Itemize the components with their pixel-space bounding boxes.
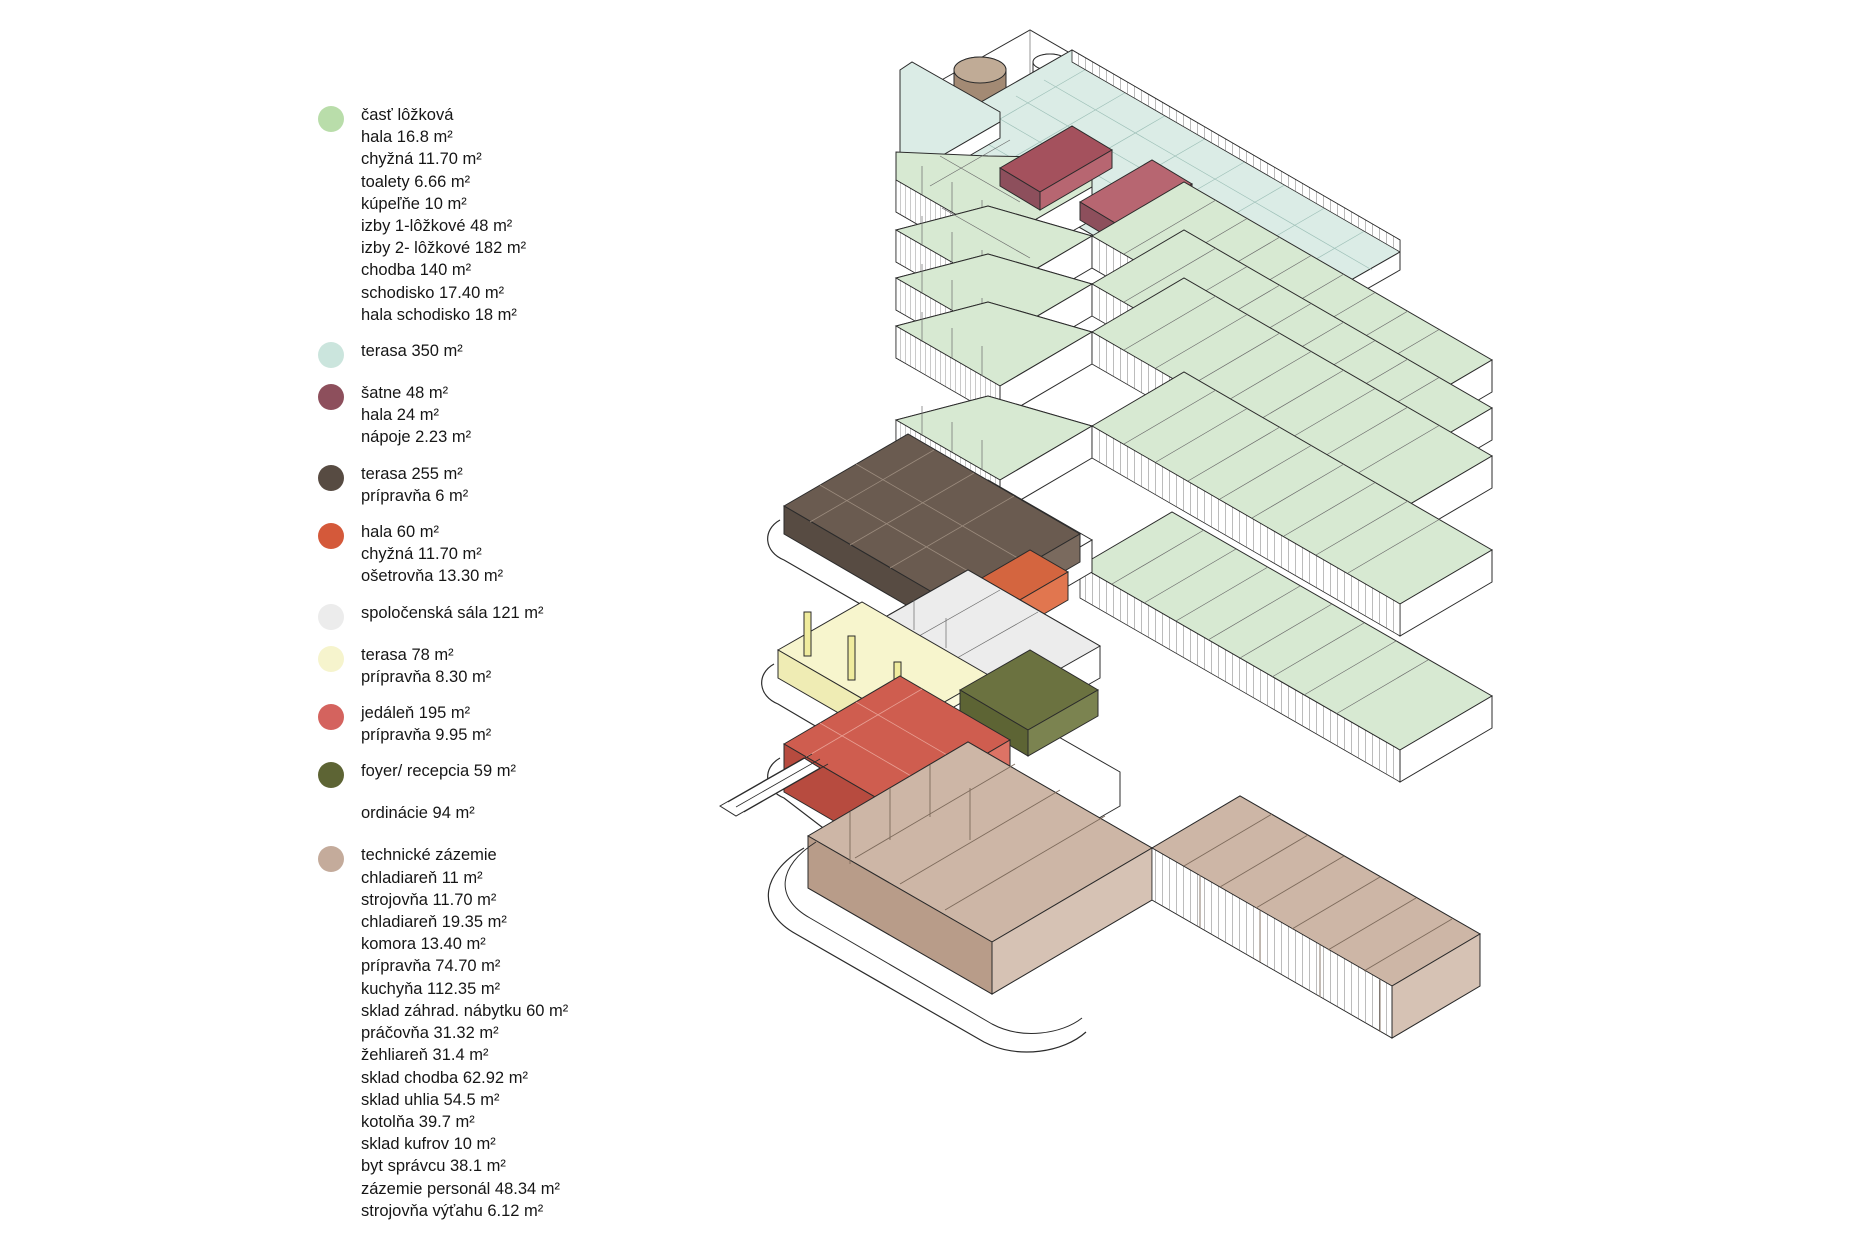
legend-color-swatch xyxy=(318,762,344,788)
legend-color-swatch xyxy=(318,804,344,830)
legend-entry: časť lôžková xyxy=(361,106,454,124)
legend-entry: hala schodisko 18 m² xyxy=(361,305,517,324)
legend-entry: izby 1-lôžkové 48 m² xyxy=(361,217,513,236)
legend-entry: komora 13.40 m² xyxy=(361,935,486,954)
legend-entry: zázemie personál 48.34 m² xyxy=(361,1179,561,1198)
legend-entry: sklad kufrov 10 m² xyxy=(361,1135,496,1154)
legend-entry: sklad záhrad. nábytku 60 m² xyxy=(361,1001,569,1020)
legend-entry-list xyxy=(361,463,468,507)
legend-color-swatch xyxy=(318,342,344,368)
legend-entry: nápoje 2.23 m² xyxy=(361,428,472,447)
legend-entry: terasa 78 m² xyxy=(361,645,454,664)
legend-group xyxy=(318,844,738,1221)
legend-entry: hala 60 m² xyxy=(361,523,439,542)
legend-color-swatch xyxy=(318,846,344,872)
legend-group xyxy=(318,760,738,788)
legend-entry: ošetrovňa 13.30 m² xyxy=(361,567,504,586)
legend-entry: byt správcu 38.1 m² xyxy=(361,1157,506,1176)
legend-color-swatch xyxy=(318,604,344,630)
legend-entry: sklad uhlia 54.5 m² xyxy=(361,1090,500,1109)
legend-entry: chodba 140 m² xyxy=(361,261,472,280)
legend-group xyxy=(318,340,738,368)
legend-entry: sklad chodba 62.92 m² xyxy=(361,1068,528,1087)
legend-entry: práčovňa 31.32 m² xyxy=(361,1024,499,1043)
legend-color-swatch xyxy=(318,465,344,491)
legend-group xyxy=(318,602,738,630)
legend-entry-list xyxy=(361,521,503,588)
legend-entry: žehliareň 31.4 m² xyxy=(361,1046,489,1065)
legend-entry: kotolňa 39.7 m² xyxy=(361,1112,475,1131)
legend-entry: ordinácie 94 m² xyxy=(361,804,475,823)
legend-entry: kúpeľňe 10 m² xyxy=(361,194,467,213)
legend-entry: chladiareň 19.35 m² xyxy=(361,913,507,932)
legend-entry: hala 16.8 m² xyxy=(361,128,453,147)
legend-entry: terasa 350 m² xyxy=(361,342,463,361)
legend-entry: strojovňa výťahu 6.12 m² xyxy=(361,1201,544,1220)
legend-entry: strojovňa 11.70 m² xyxy=(361,890,497,909)
legend-color-swatch xyxy=(318,704,344,730)
legend-color-swatch xyxy=(318,646,344,672)
legend-entry: schodisko 17.40 m² xyxy=(361,283,505,302)
legend-group xyxy=(318,644,738,688)
legend-entry: spoločenská sála 121 m² xyxy=(361,603,544,622)
legend-group xyxy=(318,802,738,830)
legend-entry: prípravňa 9.95 m² xyxy=(361,726,492,745)
legend-entry-list xyxy=(361,844,568,1221)
legend-entry: toalety 6.66 m² xyxy=(361,172,471,191)
legend-entry-list xyxy=(361,602,544,624)
legend-entry: šatne 48 m² xyxy=(361,384,449,403)
legend-entry: kuchyňa 112.35 m² xyxy=(361,979,501,998)
legend xyxy=(318,104,738,1236)
legend-group xyxy=(318,521,738,588)
legend-entry: prípravňa 8.30 m² xyxy=(361,667,492,686)
legend-entry: chyžná 11.70 m² xyxy=(361,150,482,169)
legend-entry: chladiareň 11 m² xyxy=(361,868,483,887)
legend-entry-list xyxy=(361,702,491,746)
legend-entry: prípravňa 6 m² xyxy=(361,486,469,505)
legend-entry: terasa 255 m² xyxy=(361,464,463,483)
legend-entry: foyer/ recepcia 59 m² xyxy=(361,762,516,781)
legend-color-swatch xyxy=(318,384,344,410)
legend-color-swatch xyxy=(318,106,344,132)
legend-entry-list xyxy=(361,802,475,824)
legend-entry-list xyxy=(361,104,526,326)
legend-entry: technické zázemie xyxy=(361,846,497,865)
legend-entry: jedáleň 195 m² xyxy=(361,704,471,723)
legend-group xyxy=(318,382,738,449)
legend-entry: hala 24 m² xyxy=(361,406,439,425)
legend-group xyxy=(318,463,738,507)
legend-entry-list xyxy=(361,340,463,362)
legend-group xyxy=(318,702,738,746)
legend-entry-list xyxy=(361,760,516,782)
legend-entry-list xyxy=(361,644,491,688)
legend-entry-list xyxy=(361,382,471,449)
legend-entry: izby 2- lôžkové 182 m² xyxy=(361,239,527,258)
legend-entry: prípravňa 74.70 m² xyxy=(361,957,501,976)
legend-group xyxy=(318,104,738,326)
legend-entry: chyžná 11.70 m² xyxy=(361,545,482,564)
legend-color-swatch xyxy=(318,523,344,549)
axonometric-drawing xyxy=(700,0,1872,1197)
